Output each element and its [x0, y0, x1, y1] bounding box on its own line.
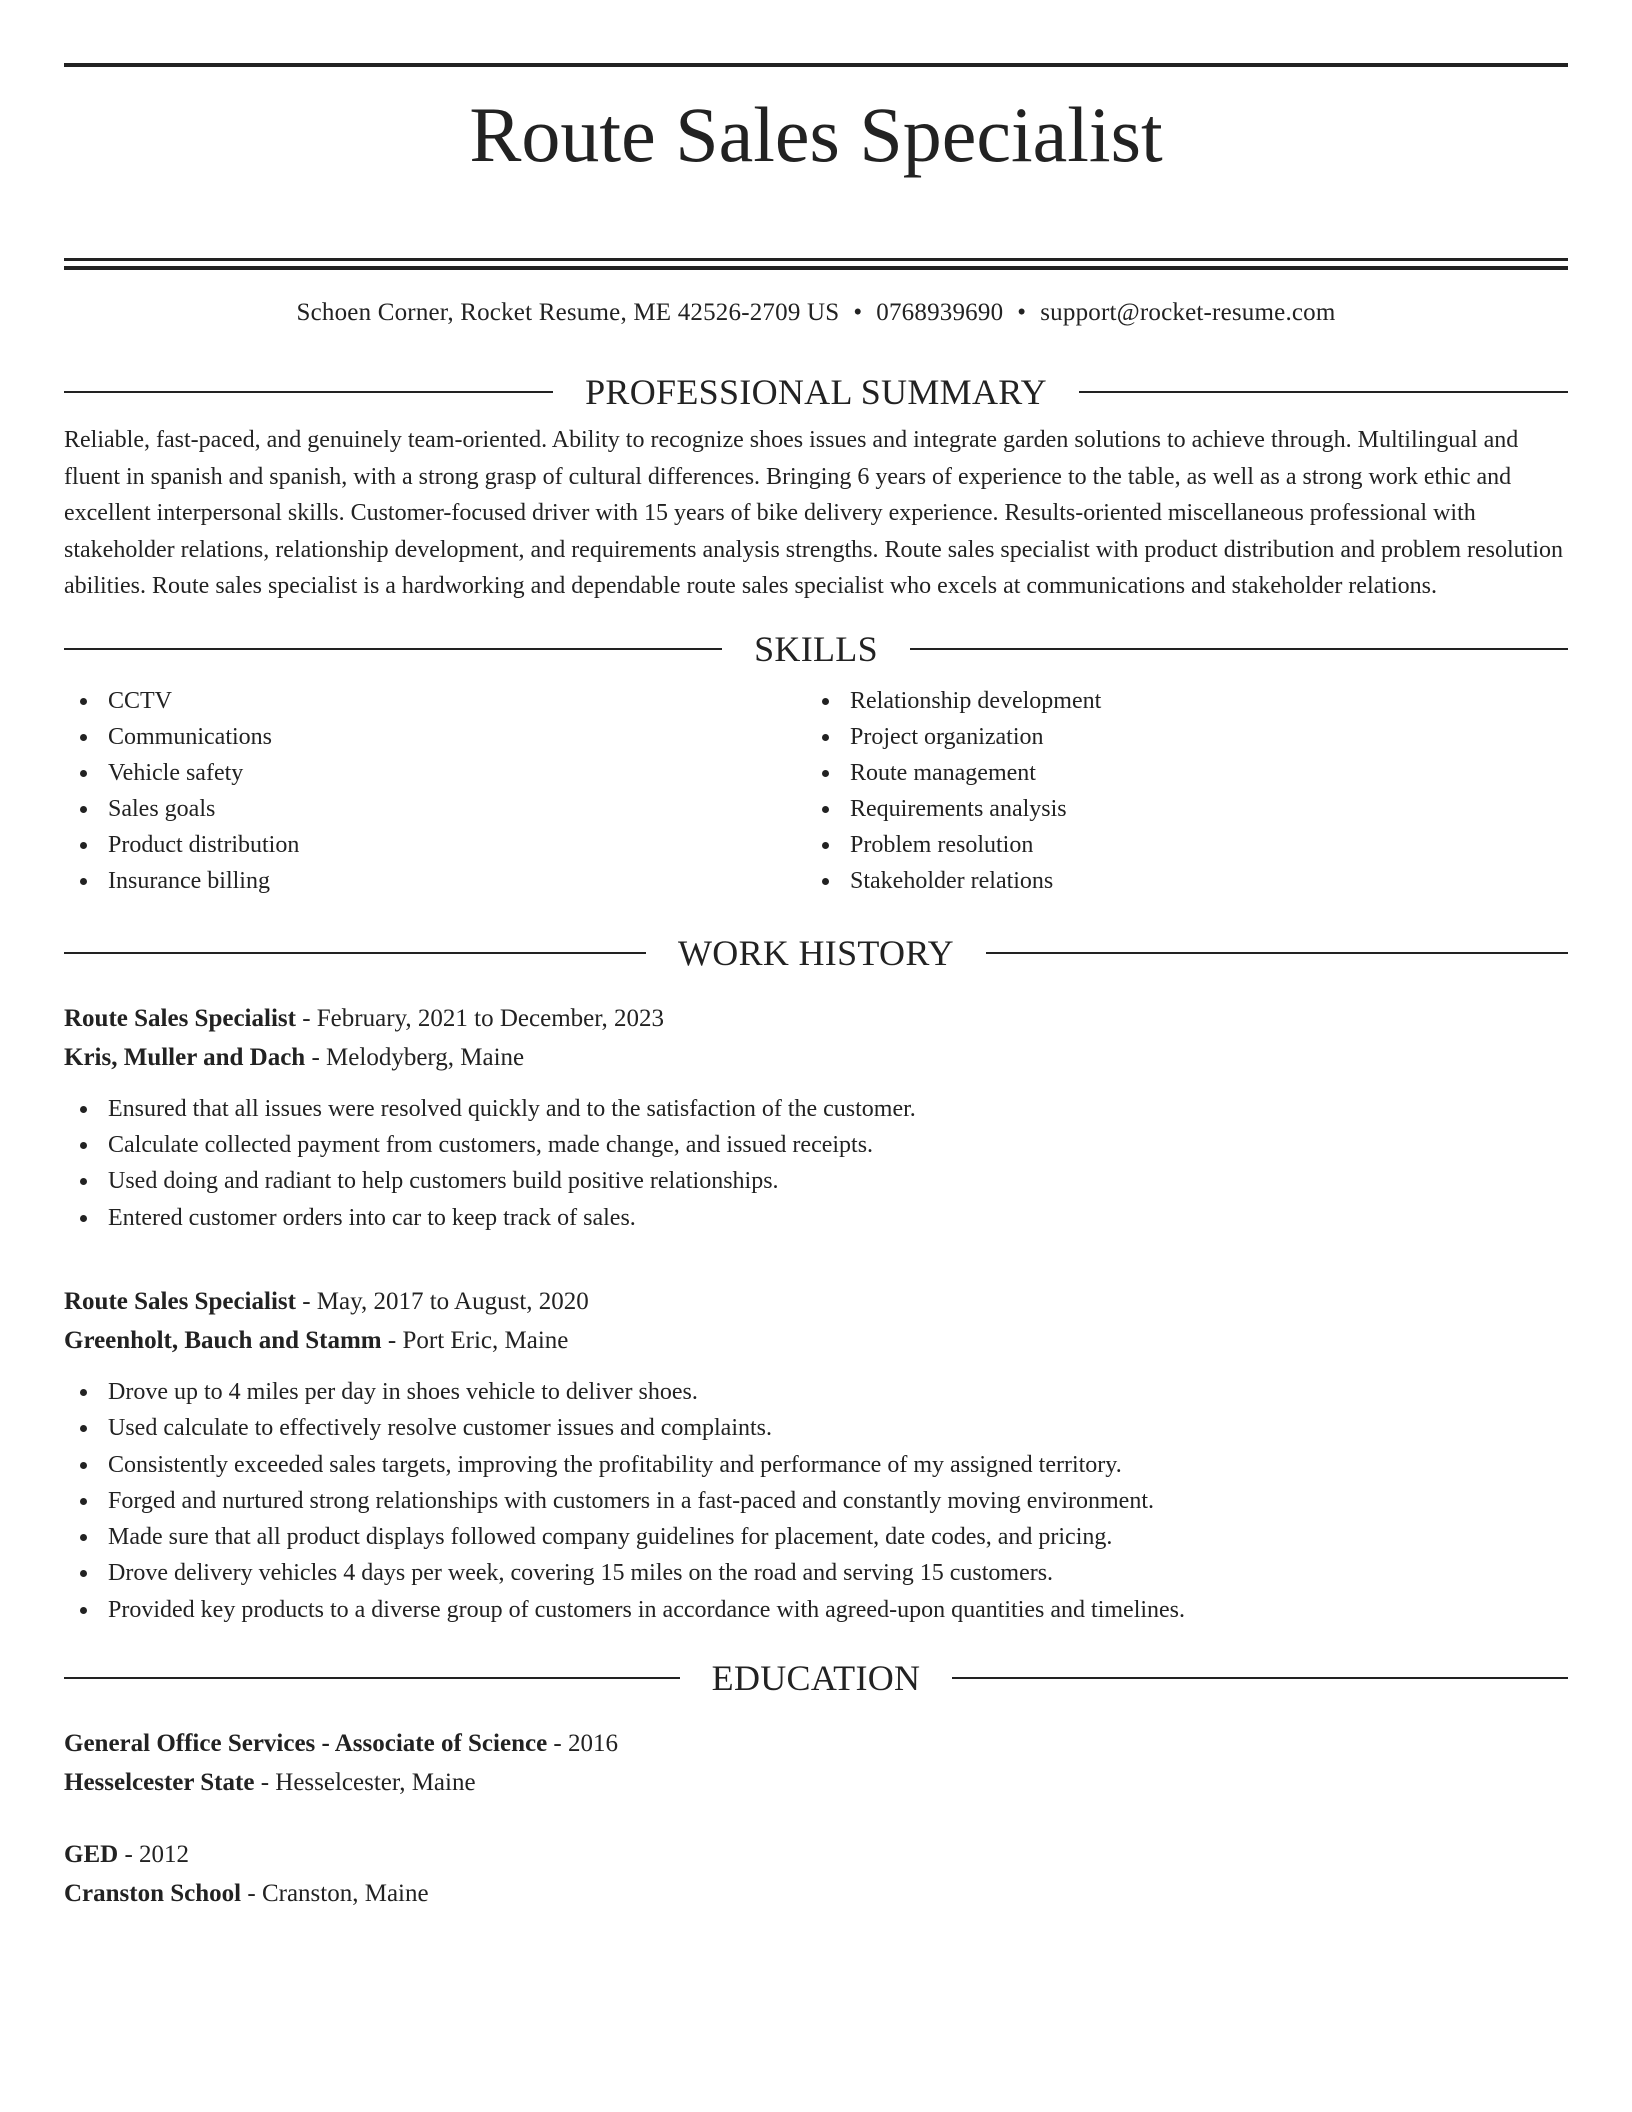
education-school-line: [64, 1763, 1568, 1802]
job-bullet: Used doing and radiant to help customers build positive relationships.: [64, 1163, 1568, 1199]
skill-item: Product distribution: [64, 827, 806, 863]
resume-name: Route Sales Specialist: [469, 91, 1163, 178]
job-bullets: [64, 1091, 1568, 1236]
section-rule-left: [64, 1677, 680, 1679]
section-header-education: [64, 1658, 1568, 1698]
section-title: EDUCATION: [711, 1658, 921, 1699]
job-title: Route Sales Specialist: [64, 1287, 296, 1315]
top-rule: [64, 63, 1568, 67]
resume-page: [64, 0, 1568, 1913]
job-company-line: [64, 1038, 1568, 1077]
contact-email: support@rocket-resume.com: [1040, 299, 1336, 327]
contact-phone: 0768939690: [876, 299, 1004, 327]
skill-item: Problem resolution: [806, 827, 1548, 863]
skill-item: Relationship development: [806, 683, 1548, 719]
education-location: - Hesselcester, Maine: [260, 1769, 476, 1797]
education-school: Hesselcester State: [64, 1769, 255, 1797]
skill-item: Requirements analysis: [806, 791, 1548, 827]
job-bullet: Provided key products to a diverse group of customers in accordance with agreed-upon quantities and timelines.: [64, 1592, 1568, 1628]
job-title-line: [64, 999, 1568, 1038]
education-degree-line: [64, 1724, 1568, 1763]
job-company: Greenholt, Bauch and Stamm: [64, 1326, 382, 1354]
section-rule-right: [1079, 391, 1568, 393]
job-entry: [64, 999, 1568, 1236]
skill-item: Insurance billing: [64, 863, 806, 899]
contact-separator: •: [1017, 299, 1027, 327]
job-bullet: Used calculate to effectively resolve customer issues and complaints.: [64, 1410, 1568, 1446]
section-header-summary: [64, 372, 1568, 412]
section-title: SKILLS: [754, 628, 878, 669]
section-rule-right: [986, 952, 1568, 954]
education-degree: GED: [64, 1841, 119, 1869]
education-school: Cranston School: [64, 1880, 242, 1908]
contact-line: [64, 298, 1568, 328]
education-location: - Cranston, Maine: [247, 1880, 429, 1908]
skill-item: Project organization: [806, 719, 1548, 755]
section-header-skills: [64, 629, 1568, 669]
job-bullet: Ensured that all issues were resolved quickly and to the satisfaction of the customer.: [64, 1091, 1568, 1127]
section-rule-right: [952, 1677, 1568, 1679]
education-entry: [64, 1724, 1568, 1802]
education-year: - 2016: [553, 1730, 618, 1758]
skill-item: Sales goals: [64, 791, 806, 827]
job-location: - Melodyberg, Maine: [311, 1043, 525, 1071]
section-title: PROFESSIONAL SUMMARY: [585, 372, 1047, 413]
job-dates: - May, 2017 to August, 2020: [302, 1287, 589, 1315]
job-company-line: [64, 1321, 1568, 1360]
section-rule-left: [64, 391, 553, 393]
skill-item: Route management: [806, 755, 1548, 791]
job-location: - Port Eric, Maine: [387, 1326, 569, 1354]
section-rule-right: [910, 648, 1568, 650]
education-year: - 2012: [124, 1841, 190, 1869]
education-degree-line: [64, 1835, 1568, 1874]
job-title: Route Sales Specialist: [64, 1004, 296, 1032]
contact-address: Schoen Corner, Rocket Resume, ME 42526-2709 US: [296, 299, 840, 327]
summary-text: Reliable, fast-paced, and genuinely team-oriented. Ability to recognize shoes issues and integrate garden solutions to achieve through. Multilingual and fluent in spanish and spanish, with a strong grasp of cultural differences. Bringing 6 years of experience to the table, as well as a strong work ethic and excellent interpersonal skills. Customer-focused driver with 15 years of bike delivery experience. Results-oriented miscellaneous professional with stakeholder relations, relationship development, and requirements analysis strengths. Route sales specialist with product distribution and problem resolution abilities. Route sales specialist is a hardworking and dependable route sales specialist who excels at communications and stakeholder relations.: [64, 427, 1564, 600]
skill-item: Communications: [64, 719, 806, 755]
skill-item: Stakeholder relations: [806, 863, 1548, 899]
job-company: Kris, Muller and Dach: [64, 1043, 306, 1071]
education-school-line: [64, 1874, 1568, 1913]
job-bullet: Drove up to 4 miles per day in shoes vehicle to deliver shoes.: [64, 1374, 1568, 1410]
job-bullet: Entered customer orders into car to keep track of sales.: [64, 1200, 1568, 1236]
section-header-work: [64, 933, 1568, 973]
job-title-line: [64, 1282, 1568, 1321]
job-bullets: [64, 1374, 1568, 1628]
job-bullet: Made sure that all product displays followed company guidelines for placement, date codes, and pricing.: [64, 1519, 1568, 1555]
education-entry: [64, 1835, 1568, 1913]
section-rule-left: [64, 952, 646, 954]
skills-column-right: [806, 683, 1548, 899]
education-degree: General Office Services - Associate of Science: [64, 1730, 548, 1758]
job-dates: - February, 2021 to December, 2023: [302, 1004, 665, 1032]
skill-item: CCTV: [64, 683, 806, 719]
skills-column-left: [64, 683, 806, 899]
skills-list: [64, 683, 1568, 899]
header-double-rule: [64, 258, 1568, 270]
job-bullet: Calculate collected payment from customers, made change, and issued receipts.: [64, 1127, 1568, 1163]
skill-item: Vehicle safety: [64, 755, 806, 791]
job-bullet: Drove delivery vehicles 4 days per week, covering 15 miles on the road and serving 15 customers.: [64, 1555, 1568, 1591]
section-rule-left: [64, 648, 722, 650]
section-title: WORK HISTORY: [678, 932, 954, 973]
job-entry: [64, 1282, 1568, 1628]
contact-separator: •: [853, 299, 863, 327]
job-bullet: Consistently exceeded sales targets, improving the profitability and performance of my assigned territory.: [64, 1447, 1568, 1483]
job-bullet: Forged and nurtured strong relationships with customers in a fast-paced and constantly moving environment.: [64, 1483, 1568, 1519]
